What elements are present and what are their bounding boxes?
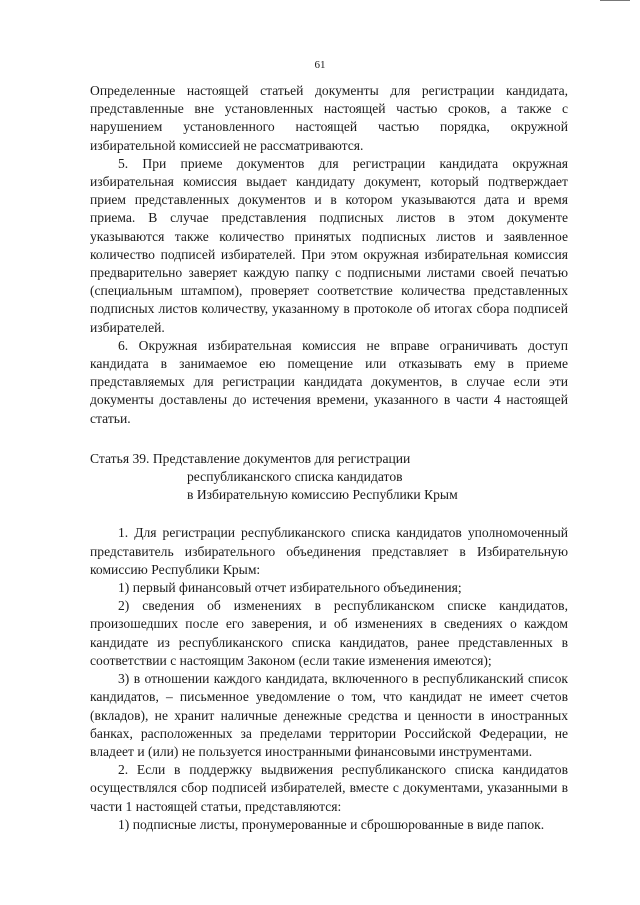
page-number: 61 — [314, 59, 326, 71]
document-body — [90, 82, 568, 834]
paragraph-article-39-part-1: 1. Для регистрации республиканского списка кандидатов уполномоченный представитель избирательного объединения представляет в Избирательную комиссию Республики Крым: — [90, 525, 568, 577]
article-heading-line-2: республиканского списка кандидатов — [187, 469, 403, 485]
list-item-3-foreign-accounts-notice: 3) в отношении каждого кандидата, включенного в республиканский список кандидатов, – письменное уведомление о том, что кандидат не имеет счетов (вкладов), не хранит наличные денежные средства и ценности в иностранных банках, расположенных за пределами территории Российской Федерации, не владеет и (или) не пользуется иностранными финансовыми инструментами. — [90, 671, 568, 759]
list-item-1-financial-report: 1) первый финансовый отчет избирательного объединения; — [118, 580, 462, 596]
article-heading-line-1: Статья 39. Представление документов для регистрации — [90, 450, 411, 466]
article-39-heading — [90, 450, 568, 505]
list-item-signature-sheets: 1) подписные листы, пронумерованные и сброшюрованные в виде папок. — [118, 816, 545, 832]
article-heading-line-3: в Избирательную комиссию Республики Крым — [187, 487, 458, 503]
paragraph-continuation: Определенные настоящей статьей документы для регистрации кандидата, представленные вне установленных настоящей частью сроков, а также с нарушением установленного настоящей частью порядка, окружной избирательной комиссией не рассматриваются. — [90, 83, 568, 153]
scan-corner-mark — [600, 0, 630, 3]
paragraph-part-6: 6. Окружная избирательная комиссия не вправе ограничивать доступ кандидата в занимаемое ею помещение или отказывать ему в приеме представляемых для регистрации кандидата документов, в случае если эти документы доставлены до истечения времени, указанного в части 4 настоящей статьи. — [90, 337, 568, 426]
list-item-2-changes-info: 2) сведения об изменениях в республиканском списке кандидатов, произошедших после его заверения, и об изменениях в сведениях о каждом кандидате из республиканского списка кандидатов, ранее представленных в соответствии с настоящим Законом (если такие изменения имеются); — [90, 598, 568, 668]
paragraph-part-5: 5. При приеме документов для регистрации кандидата окружная избирательная комиссия выдает кандидату документ, который подтверждает прием представленных документов и в котором указываются дата и время приема. В случае представления подписных листов в этом документе указываются также количество принятых подписных листов и заявленное количество подписей избирателей. При этом окружная избирательная комиссия предварительно заверяет каждую папку с подписными листами своей печатью (специальным штампом), проверяет соответствие количества представленных подписных листов количеству, указанному в протоколе об итогах сбора подписей избирателей. — [90, 155, 568, 335]
paragraph-article-39-part-2: 2. Если в поддержку выдвижения республиканского списка кандидатов осуществлялся сбор подписей избирателей, вместе с документами, указанными в части 1 настоящей статьи, представляются: — [90, 762, 568, 814]
